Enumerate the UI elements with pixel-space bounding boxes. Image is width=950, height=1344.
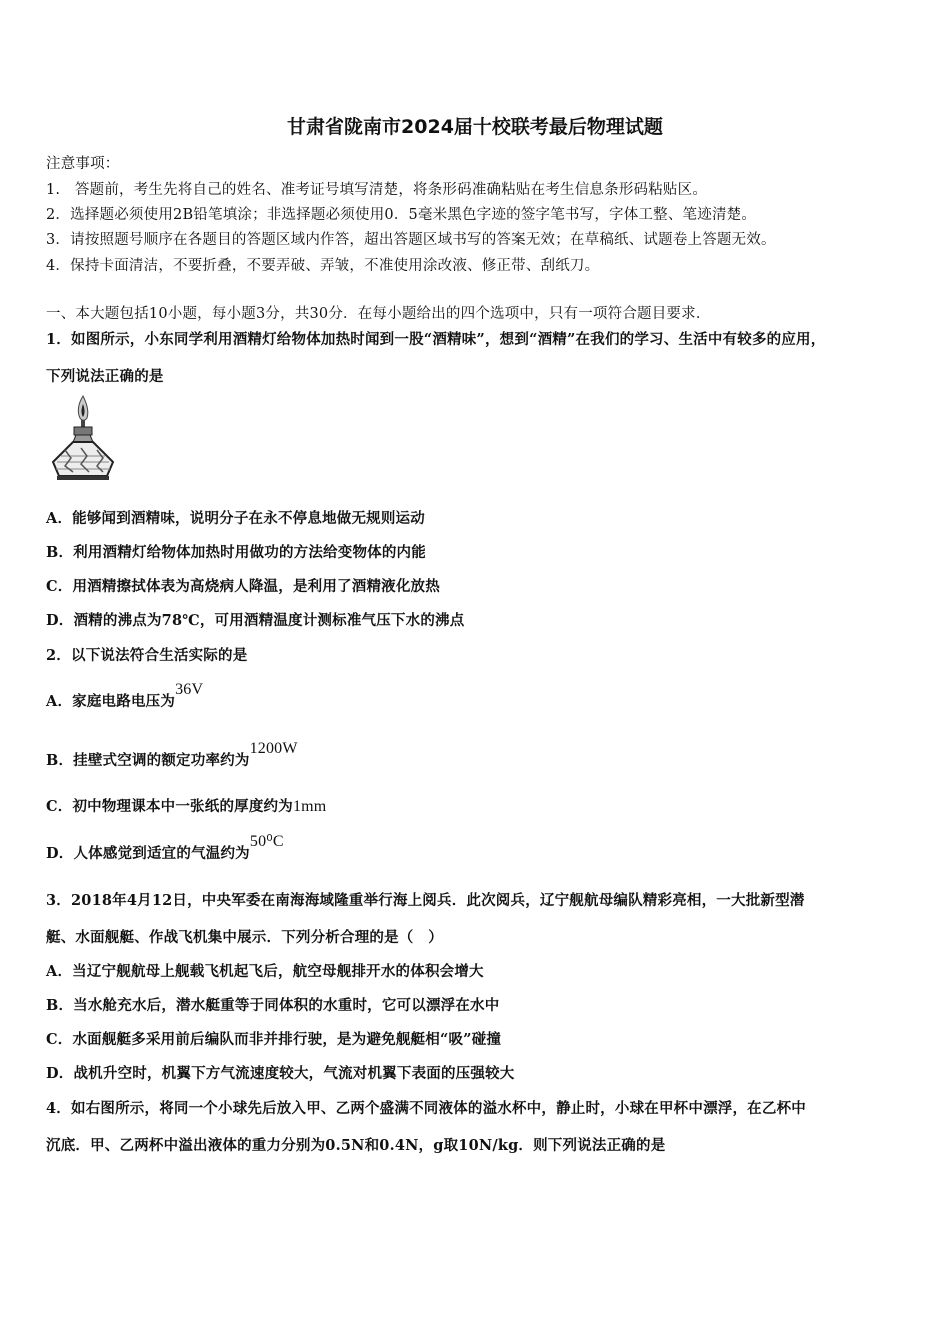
q2-option-a-value: 36V xyxy=(175,681,204,698)
q1-option-b: B．利用酒精灯给物体加热时用做功的方法给变物体的内能 xyxy=(46,544,426,561)
notice-item: 2．选择题必须使用2B铅笔填涂；非选择题必须使用0．5毫米黑色字迹的签字笔书写，字体工整、笔迹清楚。 xyxy=(46,207,757,223)
q2-option-c xyxy=(46,795,326,816)
q2-option-b xyxy=(46,740,298,770)
q4-stem-cont: 沉底．甲、乙两杯中溢出液体的重力分别为0.5N和0.4N，g取10N/kg．则下列说法正确的是 xyxy=(46,1137,666,1154)
q1-stem: 1．如图所示，小东同学利用酒精灯给物体加热时闻到一股“酒精味”，想到“酒精”在我们的学习、生活中有较多的应用， xyxy=(46,331,826,348)
notice-heading: 注意事项： xyxy=(46,156,120,172)
q3-option-c: C．水面舰艇多采用前后编队而非并排行驶，是为避免舰艇相“吸”碰撞 xyxy=(46,1031,502,1048)
q3-stem-cont: 艇、水面舰艇、作战飞机集中展示．下列分析合理的是（ ） xyxy=(46,929,443,946)
q1-option-c: C．用酒精擦拭体表为高烧病人降温，是利用了酒精液化放热 xyxy=(46,578,440,595)
q2-option-b-value: 1200W xyxy=(249,740,298,757)
q1-option-d: D．酒精的沸点为78℃，可用酒精温度计测标准气压下水的沸点 xyxy=(46,612,465,629)
q2-option-c-text: C．初中物理课本中一张纸的厚度约为 xyxy=(46,798,293,815)
q2-option-b-text: B．挂壁式空调的额定功率约为 xyxy=(46,752,250,769)
q2-option-c-value: 1mm xyxy=(292,798,327,815)
notice-item: 1. 答题前，考生先将自己的姓名、准考证号填写清楚，将条形码准确粘贴在考生信息条形码粘贴区。 xyxy=(46,182,708,198)
q2-option-d-text: D．人体感觉到适宜的气温约为 xyxy=(46,845,250,862)
q3-stem: 3．2018年4月12日，中央军委在南海海域隆重举行海上阅兵．此次阅兵，辽宁舰航母编队精彩亮相，一大批新型潜 xyxy=(46,892,805,909)
alcohol-lamp-figure xyxy=(47,392,119,486)
notice-item: 4．保持卡面清洁，不要折叠，不要弄破、弄皱，不准使用涂改液、修正带、刮纸刀。 xyxy=(46,258,600,274)
q1-option-a: A．能够闻到酒精味，说明分子在永不停息地做无规则运动 xyxy=(46,510,425,527)
q2-stem: 2．以下说法符合生活实际的是 xyxy=(46,647,248,664)
q2-option-d xyxy=(46,833,284,863)
q3-option-a: A．当辽宁舰航母上舰载飞机起飞后，航空母舰排开水的体积会增大 xyxy=(46,963,484,980)
notice-item: 3．请按照题号顺序在各题目的答题区域内作答，超出答题区域书写的答案无效；在草稿纸、试题卷上答题无效。 xyxy=(46,232,776,248)
q2-option-a-text: A．家庭电路电压为 xyxy=(46,693,176,710)
q2-option-d-value: 50⁰C xyxy=(249,833,284,850)
page-title: 甘肃省陇南市2024届十校联考最后物理试题 xyxy=(287,116,663,138)
q3-option-b: B．当水舱充水后，潜水艇重等于同体积的水重时，它可以漂浮在水中 xyxy=(46,997,500,1014)
q1-stem-cont: 下列说法正确的是 xyxy=(46,368,164,385)
q4-stem: 4．如右图所示，将同一个小球先后放入甲、乙两个盛满不同液体的溢水杯中，静止时，小球在甲杯中漂浮，在乙杯中 xyxy=(46,1100,806,1117)
q3-option-d: D．战机升空时，机翼下方气流速度较大，气流对机翼下表面的压强较大 xyxy=(46,1065,515,1082)
section-heading: 一、本大题包括10小题，每小题3分，共30分．在每小题给出的四个选项中，只有一项符合题目要求． xyxy=(46,306,711,322)
q2-option-a xyxy=(46,681,204,711)
